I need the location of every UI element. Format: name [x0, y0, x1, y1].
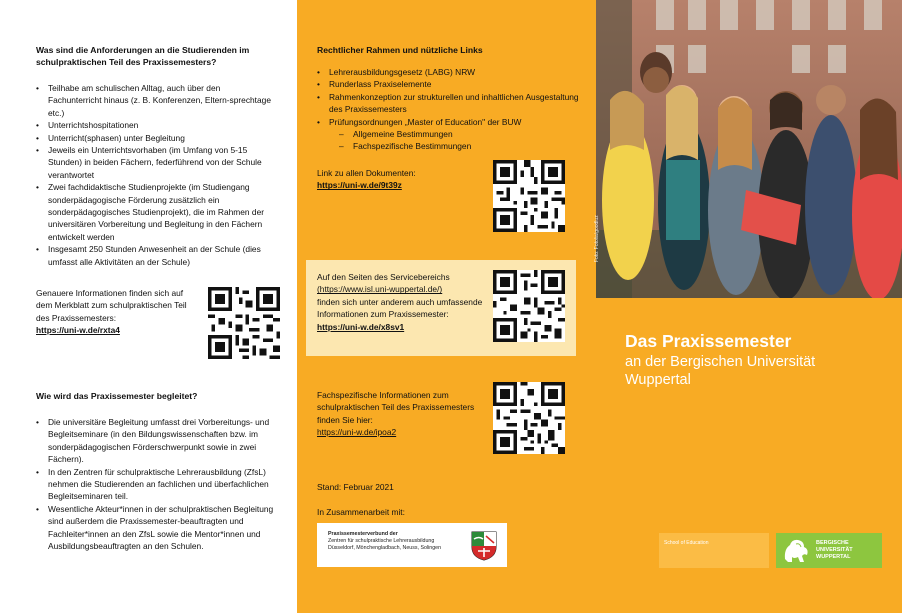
list-item: • Rahmenkonzeption zur strukturellen und inhaltlichen Ausgestaltung des Praxissemesters	[317, 91, 579, 116]
nrw-coat-of-arms-icon	[471, 531, 497, 561]
lion-icon	[782, 537, 810, 564]
fachspezifisch-info	[317, 389, 487, 439]
fachspezifisch-text: Fachspezifische Informationen zum schulpraktischen Teil des Praxissemesters finden Sie hier:	[317, 390, 475, 425]
qr-code	[493, 160, 565, 232]
requirements-list	[36, 82, 276, 268]
list-item: • In den Zentren für schulpraktische Lehrerausbildung (ZfsL) nehmen die Studierenden an fachlichen und überfachlichen Begleitseminaren teil.	[36, 466, 276, 503]
isl-website-link[interactable]: (https://www.isl.uni-wuppertal.de/)	[317, 284, 443, 295]
partner-logo-box	[317, 523, 507, 567]
photo-credit: Foto: Fotolia/goodluz	[594, 215, 600, 262]
list-item: – Fachspezifische Bestimmungen	[317, 140, 579, 152]
qr-code	[208, 287, 280, 359]
list-item: • Prüfungsordnungen „Master of Education" der BUW	[317, 116, 579, 128]
legal-list	[317, 66, 579, 128]
servicebereich-link[interactable]: https://uni-w.de/x8sv1	[317, 321, 405, 332]
list-item: • Jeweils ein Unterrichtsvorhaben (im Umfang von 5-15 Stunden) in beiden Fächern, federführend von der Schule verantwortet	[36, 144, 276, 181]
brochure-title: Das Praxissemester	[625, 331, 792, 351]
qr-code	[493, 382, 565, 454]
partner-name-2: Zentren für schulpraktische Lehrerausbildung	[328, 538, 435, 544]
list-item: • Lehrerausbildungsgesetz (LABG) NRW	[317, 66, 579, 78]
buw-logo-text: BERGISCHE UNIVERSITÄT WUPPERTAL	[816, 540, 853, 560]
list-item: • Zwei fachdidaktische Studienprojekte (im Studiengang sonderpädagogische Förderung zusätzlich ein sonderpädagogisches Studienprojekt), die im Rahmen der universitären Vorbereitung und Begleitung in den Fächern entwickelt werden	[36, 181, 276, 243]
list-item: • Unterricht(sphasen) unter Begleitung	[36, 132, 276, 144]
brochure-title-block	[625, 330, 885, 389]
legal-sublist	[317, 128, 579, 153]
students-photo	[596, 0, 902, 298]
legal-heading: Rechtlicher Rahmen und nützliche Links	[317, 45, 483, 55]
list-item: • Wesentliche Akteur*innen in der schulpraktischen Begleitung sind außerdem die Praxissemester-beauftragten und Fachleiter*innen an den ZfsL sowie die Mentor*innen und Ausbildungsbeauftragten an den Schulen.	[36, 503, 276, 553]
school-of-education-label: School of Education	[664, 540, 709, 546]
list-item: – Allgemeine Bestimmungen	[317, 128, 579, 140]
list-item: • Teilhabe am schulischen Alltag, auch über den Fachunterricht hinaus (z. B. Konferenzen, Eltern-sprechtage etc.)	[36, 82, 276, 119]
list-item: • Insgesamt 250 Stunden Anwesenheit an der Schule (dies umfasst alle Aktivitäten an der Schule)	[36, 243, 276, 268]
fachspezifisch-link[interactable]: https://uni-w.de/ipoa2	[317, 427, 397, 438]
buw-logo	[776, 533, 882, 568]
list-item: • Unterrichtshospitationen	[36, 119, 276, 131]
servicebereich-text-2: finden sich unter anderem auch umfassende Informationen zum Praxissemester:	[317, 296, 483, 320]
requirements-section	[36, 44, 276, 268]
documents-text: Link zu allen Dokumenten:	[317, 168, 416, 178]
support-section	[36, 390, 276, 552]
servicebereich-text: Auf den Seiten des Servicebereichs	[317, 272, 450, 282]
date-stamp: Stand: Februar 2021	[317, 482, 394, 492]
merkblatt-link[interactable]: https://uni-w.de/rxta4	[36, 325, 120, 336]
partner-cities: Düsseldorf, Mönchengladbach, Neuss, Solingen	[328, 545, 442, 551]
support-heading: Wie wird das Praxissemester begleitet?	[36, 391, 198, 401]
support-list	[36, 416, 276, 552]
requirements-heading: Was sind die Anforderungen an die Studierenden im schulpraktischen Teil des Praxissemesters?	[36, 45, 250, 67]
brochure-subtitle: an der Bergischen Universität Wuppertal	[625, 354, 816, 388]
documents-link-block	[317, 167, 477, 192]
school-of-education-logo	[659, 533, 769, 568]
cooperation-label: In Zusammenarbeit mit:	[317, 507, 405, 517]
qr-code	[493, 270, 565, 342]
legal-links-section	[317, 44, 579, 153]
merkblatt-text: Genauere Informationen finden sich auf dem Merkblatt zum schulpraktischen Teil des Praxissemesters:	[36, 288, 187, 323]
partner-name: Praxissemesterverbund der	[328, 531, 398, 537]
servicebereich-info	[317, 271, 487, 333]
merkblatt-info	[36, 287, 196, 337]
documents-link[interactable]: https://uni-w.de/9t39z	[317, 180, 402, 191]
list-item: • Runderlass Praxiselemente	[317, 78, 579, 90]
list-item: • Die universitäre Begleitung umfasst drei Vorbereitungs- und Begleitseminare (in den Bildungswissenschaften bzw. im sonderpädagogischen Förderschwerpunkt sowie in zwei Fächern).	[36, 416, 276, 466]
